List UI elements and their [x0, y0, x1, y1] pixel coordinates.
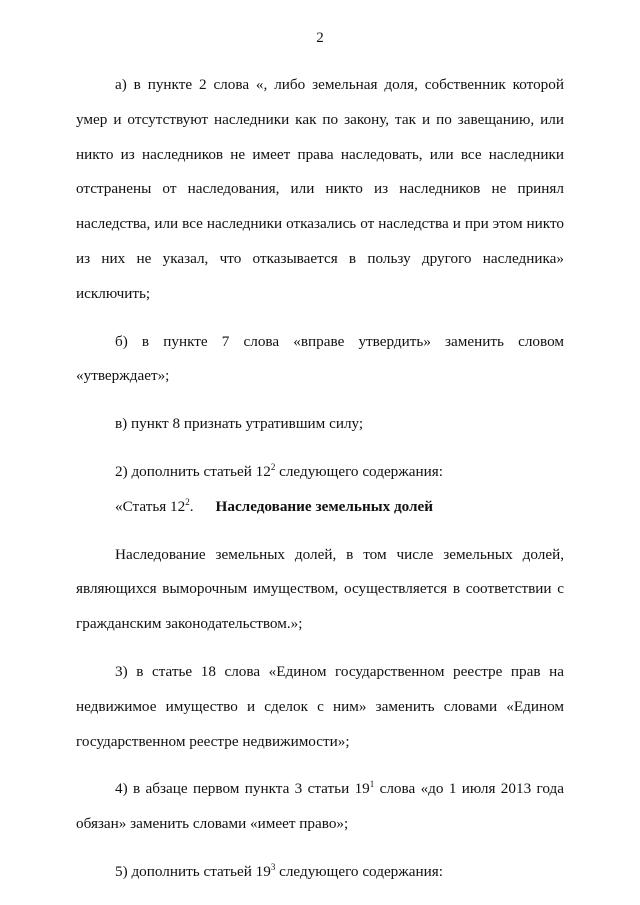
- paragraph-5-text-after: следующего содержания:: [275, 862, 443, 880]
- paragraph-5-superscript: 3: [270, 861, 276, 872]
- article-heading-title: Наследование земельных долей: [215, 497, 434, 515]
- paragraph-4: [76, 772, 564, 842]
- paragraph-4-superscript: 1: [369, 779, 375, 790]
- paragraph-inheritance: Наследование земельных долей, в том числе земельных долей, являющихся выморочным имуществом, осуществляется в соответствии с гражданским законодательством.»;: [76, 545, 564, 633]
- paragraph-5: [76, 855, 564, 890]
- paragraph-2-text-after: следующего содержания:: [275, 462, 443, 480]
- paragraph-2-superscript: 2: [270, 461, 276, 472]
- paragraph-a: а) в пункте 2 слова «, либо земельная доля, собственник которой умер и отсутствуют наследники как по закону, так и по завещанию, или никто из наследников не имеет права наследовать, или все наследники отстранены от наследования, или никто из наследников не принял наследства, или все наследники отказались от наследства и при этом никто из них не указал, что отказывается в пользу другого наследника» исключить;: [76, 76, 564, 302]
- paragraph-b: б) в пункте 7 слова «вправе утвердить» заменить словом «утверждает»;: [76, 332, 564, 385]
- paragraph-2: [76, 455, 564, 490]
- article-heading-suffix: .: [189, 497, 194, 515]
- paragraph-3: 3) в статье 18 слова «Едином государственном реестре прав на недвижимое имущество и сделок с ним» заменить словами «Едином государственном реестре недвижимости»;: [76, 662, 564, 750]
- article-heading-superscript: 2: [185, 496, 190, 507]
- document-body: [76, 68, 564, 890]
- article-heading-prefix: «Статья 12: [115, 497, 186, 515]
- paragraph-2-text-before: 2) дополнить статьей 12: [115, 462, 271, 480]
- paragraph-v: в) пункт 8 признать утратившим силу;: [115, 415, 364, 433]
- paragraph-4-text-before: 4) в абзаце первом пункта 3 статьи 19: [115, 780, 370, 798]
- page-number: 2: [316, 30, 324, 46]
- paragraph-5-text-before: 5) дополнить статьей 19: [115, 862, 271, 880]
- article-heading: [76, 490, 564, 525]
- paragraph-4-text-after: слова «до 1 июля 2013 года обязан» заменить словами «имеет право»;: [76, 780, 564, 833]
